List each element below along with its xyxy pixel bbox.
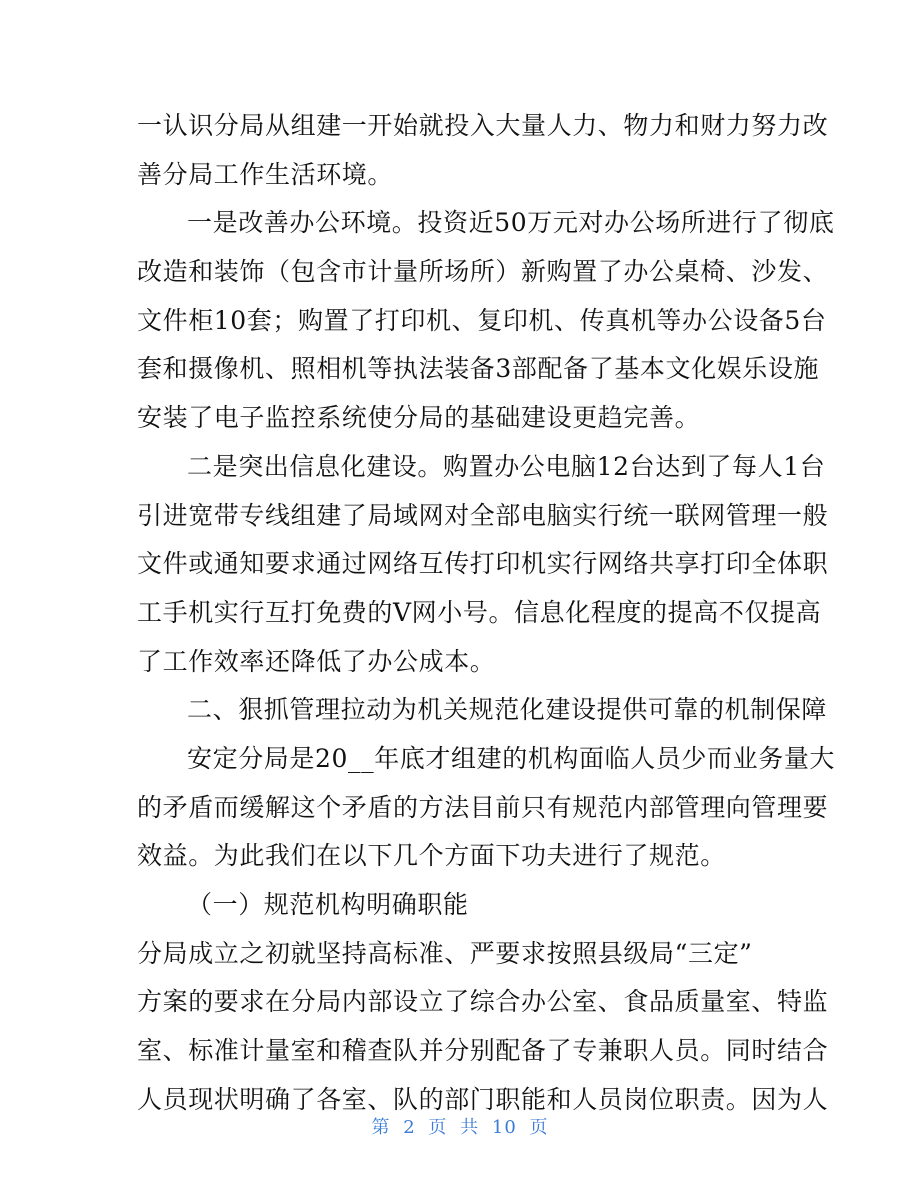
text-line: 的矛盾而缓解这个矛盾的方法目前只有规范内部管理向管理要	[137, 792, 829, 822]
page-label-mid: 页	[428, 1117, 448, 1138]
text-line: 改造和装饰（包含市计量所场所）新购置了办公桌椅、沙发、	[137, 257, 829, 287]
text-line: 套和摄像机、照相机等执法装备3部配备了基本文化娱乐设施	[137, 354, 820, 384]
paragraph-start: 一是改善办公环境。投资近50万元对办公场所进行了彻底	[187, 208, 835, 238]
text-line: 了工作效率还降低了办公成本。	[137, 646, 496, 676]
page-label-prefix: 第	[371, 1117, 391, 1138]
text-line: 工手机实行互打免费的V网小号。信息化程度的提高不仅提高	[137, 597, 822, 627]
text-line: 善分局工作生活环境。	[137, 159, 394, 189]
page-label-suffix: 页	[529, 1117, 549, 1138]
text-line: 室、标准计量室和稽查队并分别配备了专兼职人员。同时结合	[137, 1036, 829, 1066]
total-label: 共	[460, 1117, 480, 1138]
text-line: 人员现状明确了各室、队的部门职能和人员岗位职责。因为人	[137, 1084, 829, 1114]
text-line: 效益。为此我们在以下几个方面下功夫进行了规范。	[137, 841, 726, 871]
text-line: 文件柜10套；购置了打印机、复印机、传真机等办公设备5台	[137, 305, 827, 335]
text-line: 方案的要求在分局内部设立了综合办公室、食品质量室、特监	[137, 987, 829, 1017]
text-line: 一认识分局从组建一开始就投入大量人力、物力和财力努力改	[137, 111, 829, 140]
text-line: 引进宽带专线组建了局域网对全部电脑实行统一联网管理一般	[137, 500, 829, 530]
text-line: 安装了电子监控系统使分局的基础建设更趋完善。	[137, 403, 701, 433]
paragraph-start: 安定分局是20__年底才组建的机构面临人员少而业务量大	[187, 743, 836, 773]
page-footer	[0, 1113, 920, 1139]
current-page-number: 2	[403, 1117, 416, 1138]
paragraph-start: 二是突出信息化建设。购置办公电脑12台达到了每人1台	[187, 451, 826, 481]
document-body	[137, 102, 836, 1124]
subsection-heading: （一）规范机构明确职能	[187, 890, 469, 919]
section-heading: 二、狠抓管理拉动为机关规范化建设提供可靠的机制保障	[187, 695, 828, 725]
text-line: 分局成立之初就坚持高标准、严要求按照县级局“三定”	[137, 938, 753, 968]
text-line: 文件或通知要求通过网络互传打印机实行网络共享打印全体职	[137, 549, 829, 579]
total-pages-number: 10	[491, 1117, 517, 1138]
